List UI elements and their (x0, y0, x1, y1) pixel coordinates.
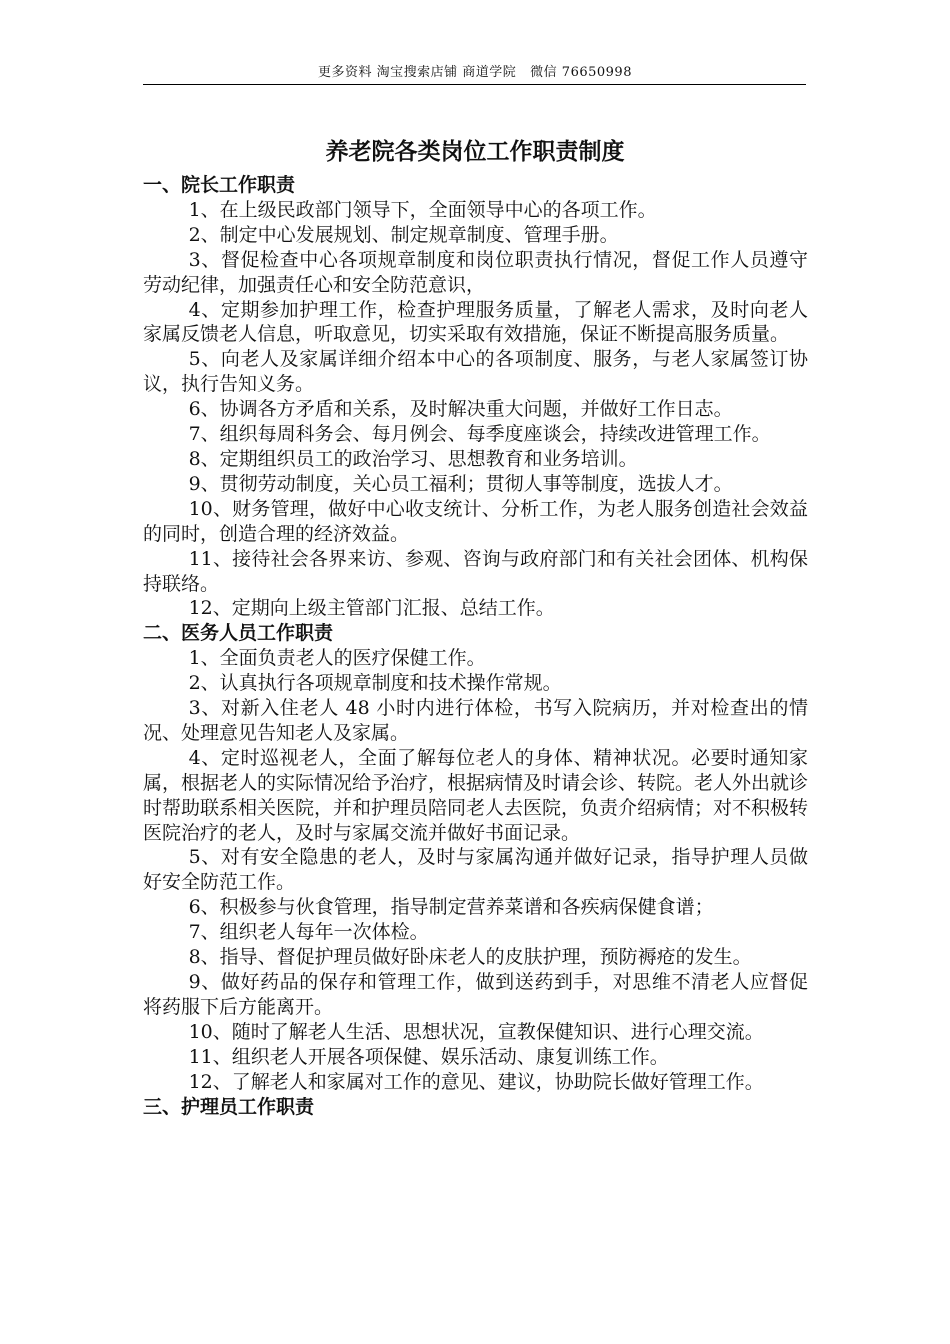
medical-duty-6: 6、积极参与伙食管理，指导制定营养菜谱和各疾病保健食谱； (188, 896, 714, 919)
medical-duty-5: 5、对有安全隐患的老人，及时与家属沟通并做好记录，指导护理人员做好安全防范工作。 (143, 846, 808, 894)
director-duty-9: 9、贯彻劳动制度，关心员工福利；贯彻人事等制度，选拔人才。 (188, 472, 733, 495)
medical-duty-10: 10、随时了解老人生活、思想状况，宣教保健知识、进行心理交流。 (188, 1020, 764, 1043)
director-duty-2: 2、制定中心发展规划、制定规章制度、管理手册。 (188, 223, 619, 246)
medical-duty-7: 7、组织老人每年一次体检。 (188, 921, 429, 944)
section-heading-director: 一、院长工作职责 (143, 174, 296, 196)
director-duty-6: 6、协调各方矛盾和关系，及时解决重大问题，并做好工作日志。 (188, 398, 733, 421)
section-heading-caregiver: 三、护理员工作职责 (143, 1095, 315, 1118)
document-body (143, 173, 808, 1119)
director-duty-1: 1、在上级民政部门领导下，全面领导中心的各项工作。 (188, 198, 657, 221)
medical-duty-11: 11、组织老人开展各项保健、娱乐活动、康复训练工作。 (188, 1045, 669, 1068)
director-duty-3: 3、督促检查中心各项规章制度和岗位职责执行情况，督促工作人员遵守劳动纪律，加强责任心和安全防范意识， (143, 248, 808, 296)
page-header-text: 更多资料 淘宝搜索店铺 商道学院 微信 76650998 (318, 65, 632, 80)
director-duty-12: 12、定期向上级主管部门汇报、总结工作。 (188, 597, 555, 620)
medical-duty-4: 4、定时巡视老人，全面了解每位老人的身体、精神状况。必要时通知家属，根据老人的实际情况给予治疗，根据病情及时请会诊、转院。老人外出就诊时帮助联系相关医院，并和护理员陪同老人去医院，负责介绍病情；对不积极转医院治疗的老人，及时与家属交流并做好书面记录。 (143, 746, 809, 844)
director-duty-8: 8、定期组织员工的政治学习、思想教育和业务培训。 (188, 447, 638, 470)
header-divider (143, 84, 806, 85)
director-duty-7: 7、组织每周科务会、每月例会、每季度座谈会，持续改进管理工作。 (188, 423, 771, 446)
document-title: 养老院各类岗位工作职责制度 (325, 139, 625, 165)
medical-duty-3: 3、对新入住老人 48 小时内进行体检，书写入院病历，并对检查出的情况、处理意见告知老人及家属。 (143, 697, 808, 744)
director-duty-4: 4、定期参加护理工作，检查护理服务质量，了解老人需求，及时向老人家属反馈老人信息，听取意见，切实采取有效措施，保证不断提高服务质量。 (143, 298, 808, 346)
medical-duty-12: 12、了解老人和家属对工作的意见、建议，协助院长做好管理工作。 (188, 1070, 764, 1093)
director-duty-5: 5、向老人及家属详细介绍本中心的各项制度、服务，与老人家属签订协议，执行告知义务。 (143, 348, 808, 396)
medical-duty-2: 2、认真执行各项规章制度和技术操作常规。 (188, 672, 562, 695)
medical-duty-8: 8、指导、督促护理员做好卧床老人的皮肤护理，预防褥疮的发生。 (188, 946, 752, 969)
section-heading-medical: 二、医务人员工作职责 (143, 622, 334, 645)
medical-duty-9: 9、做好药品的保存和管理工作，做到送药到手，对思维不清老人应督促将药服下后方能离开。 (143, 971, 808, 1018)
medical-duty-1: 1、全面负责老人的医疗保健工作。 (188, 647, 486, 670)
director-duty-10: 10、财务管理，做好中心收支统计、分析工作，为老人服务创造社会效益的同时，创造合理的经济效益。 (143, 497, 808, 545)
director-duty-11: 11、接待社会各界来访、参观、咨询与政府部门和有关社会团体、机构保持联络。 (143, 547, 808, 595)
